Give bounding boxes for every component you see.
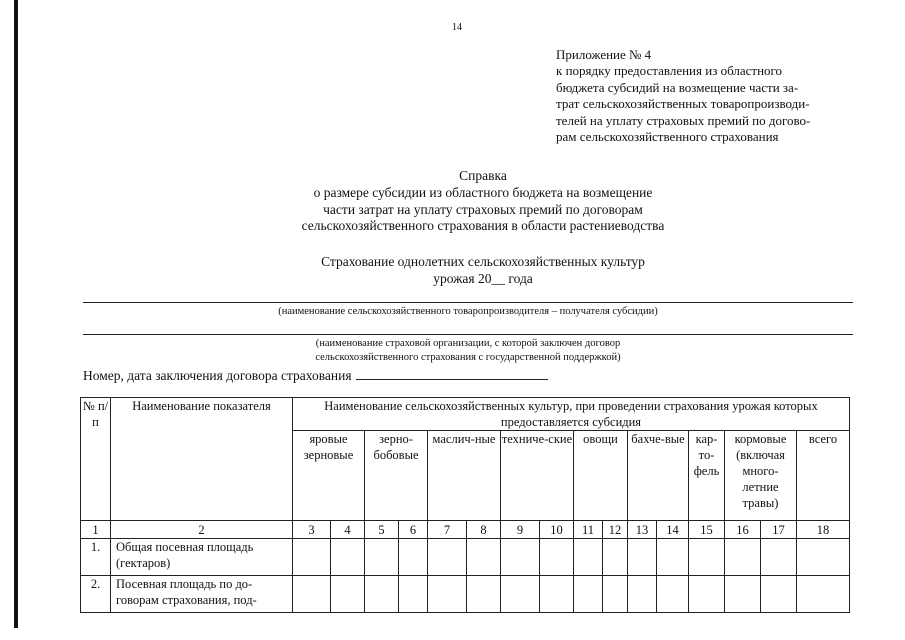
data-cell[interactable] <box>293 576 331 613</box>
col-number: 4 <box>331 521 365 539</box>
insurer-caption <box>83 337 853 365</box>
row-number: 2. <box>81 576 111 613</box>
producer-name-line <box>83 302 853 303</box>
data-cell[interactable] <box>428 539 467 576</box>
data-cell[interactable] <box>540 539 574 576</box>
row-label: Посевная площадь по до-говорам страхования, под- <box>111 576 293 613</box>
annex-line: бюджета субсидий на возмещение части за- <box>556 79 799 95</box>
col-number: 17 <box>761 521 797 539</box>
header-crops-group: Наименование сельскохозяйственных культур, при проведении страхования урожая которых предоставляется субсидия <box>293 398 850 431</box>
subtitle-line: урожая 20__ года <box>433 270 533 286</box>
annex-line: рам сельскохозяйственного страхования <box>556 129 779 145</box>
header-crop: зерно-бобовые <box>365 431 428 521</box>
header-crop: маслич-ные <box>428 431 501 521</box>
data-cell[interactable] <box>657 576 689 613</box>
row-label: Общая посевная площадь (гектаров) <box>111 539 293 576</box>
header-crop: кар-то-фель <box>689 431 725 521</box>
col-number: 10 <box>540 521 574 539</box>
subsidy-table <box>80 397 850 613</box>
data-cell[interactable] <box>797 576 850 613</box>
data-cell[interactable] <box>761 539 797 576</box>
col-number: 8 <box>467 521 501 539</box>
data-cell[interactable] <box>501 576 540 613</box>
contract-label: Номер, дата заключения договора страхования <box>83 368 352 383</box>
data-cell[interactable] <box>540 576 574 613</box>
col-number: 11 <box>574 521 603 539</box>
data-cell[interactable] <box>467 539 501 576</box>
annex-line: к порядку предоставления из областного <box>556 63 783 79</box>
header-no: № п/п <box>81 398 111 521</box>
contract-line <box>83 367 548 384</box>
col-number: 12 <box>603 521 628 539</box>
header-crop: техниче-ские <box>501 431 574 521</box>
data-cell[interactable] <box>761 576 797 613</box>
col-number: 1 <box>81 521 111 539</box>
col-number: 2 <box>111 521 293 539</box>
data-cell[interactable] <box>399 576 428 613</box>
data-cell[interactable] <box>689 576 725 613</box>
data-cell[interactable] <box>467 576 501 613</box>
document-subtitle <box>200 254 766 288</box>
data-cell[interactable] <box>365 576 399 613</box>
data-cell[interactable] <box>574 539 603 576</box>
col-number: 5 <box>365 521 399 539</box>
data-cell[interactable] <box>628 539 657 576</box>
title-line: Справка <box>459 168 507 183</box>
subtitle-line: Страхование однолетних сельскохозяйственных культур <box>321 254 645 269</box>
document-title <box>200 168 766 235</box>
header-crop: всего <box>797 431 850 521</box>
annex-block <box>556 47 856 145</box>
data-cell[interactable] <box>399 539 428 576</box>
col-number: 9 <box>501 521 540 539</box>
col-number: 15 <box>689 521 725 539</box>
data-cell[interactable] <box>797 539 850 576</box>
data-cell[interactable] <box>657 539 689 576</box>
data-cell[interactable] <box>574 576 603 613</box>
table-row <box>81 576 850 613</box>
data-cell[interactable] <box>331 539 365 576</box>
producer-caption: (наименование сельскохозяйственного товаропроизводителя – получателя субсидии) <box>278 306 658 317</box>
data-cell[interactable] <box>293 539 331 576</box>
row-number: 1. <box>81 539 111 576</box>
col-number: 14 <box>657 521 689 539</box>
data-cell[interactable] <box>331 576 365 613</box>
table-row <box>81 539 850 576</box>
page-edge-line <box>14 0 18 628</box>
data-cell[interactable] <box>628 576 657 613</box>
data-cell[interactable] <box>603 539 628 576</box>
header-crop: овощи <box>574 431 628 521</box>
page-number: 14 <box>452 22 462 33</box>
title-line: о размере субсидии из областного бюджета на возмещение <box>313 184 653 200</box>
header-crop: яровые зерновые <box>293 431 365 521</box>
annex-line: трат сельскохозяйственных товаропроизводи- <box>556 96 810 112</box>
col-number: 3 <box>293 521 331 539</box>
col-number: 13 <box>628 521 657 539</box>
header-crop: кормовые (включая много-летние травы) <box>725 431 797 521</box>
data-cell[interactable] <box>603 576 628 613</box>
caption-line: (наименование страховой организации, с которой заключен договор <box>315 338 621 349</box>
data-cell[interactable] <box>689 539 725 576</box>
title-line: части затрат на уплату страховых премий по договорам <box>323 201 643 217</box>
data-cell[interactable] <box>725 576 761 613</box>
data-cell[interactable] <box>365 539 399 576</box>
col-number: 7 <box>428 521 467 539</box>
col-number: 16 <box>725 521 761 539</box>
header-indicator: Наименование показателя <box>111 398 293 521</box>
caption-line: сельскохозяйственного страхования с государственной поддержкой) <box>315 352 621 363</box>
data-cell[interactable] <box>725 539 761 576</box>
col-number: 18 <box>797 521 850 539</box>
col-number: 6 <box>399 521 428 539</box>
title-line: сельскохозяйственного страхования в области растениеводства <box>301 218 665 234</box>
annex-line: Приложение № 4 <box>556 47 652 62</box>
column-numbers-row <box>81 521 850 539</box>
contract-blank <box>356 367 548 380</box>
insurer-name-line <box>83 334 853 335</box>
header-crop: бахче-вые <box>628 431 689 521</box>
annex-line: телей на уплату страховых премий по догово- <box>556 112 811 128</box>
data-cell[interactable] <box>501 539 540 576</box>
data-cell[interactable] <box>428 576 467 613</box>
